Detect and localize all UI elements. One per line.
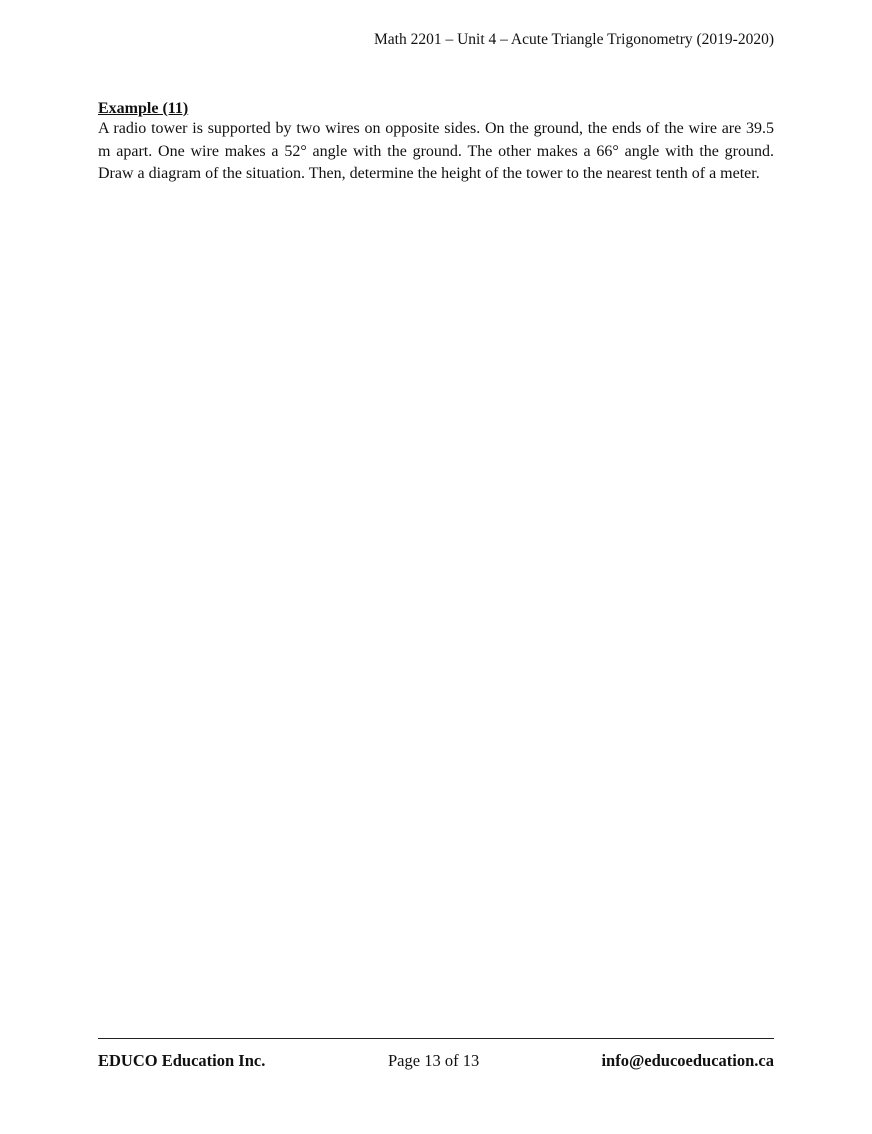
footer-page-number: Page 13 of 13 — [388, 1051, 480, 1070]
page-header: Math 2201 – Unit 4 – Acute Triangle Trigonometry (2019-2020) — [374, 31, 774, 48]
footer-divider — [98, 1038, 774, 1039]
example-title: Example (11) — [98, 100, 189, 117]
footer-email: info@educoeducation.ca — [601, 1051, 774, 1070]
example-section — [98, 99, 774, 186]
footer-organization: EDUCO Education Inc. — [98, 1051, 266, 1070]
example-text: A radio tower is supported by two wires on opposite sides. On the ground, the ends of the wire are 39.5 m apart. One wire makes a 52° angle with the ground. The other makes a 66° angle with the ground. Draw a diagram of the situation. Then, determine the height of the tower to the nearest tenth of a meter. — [98, 120, 774, 182]
